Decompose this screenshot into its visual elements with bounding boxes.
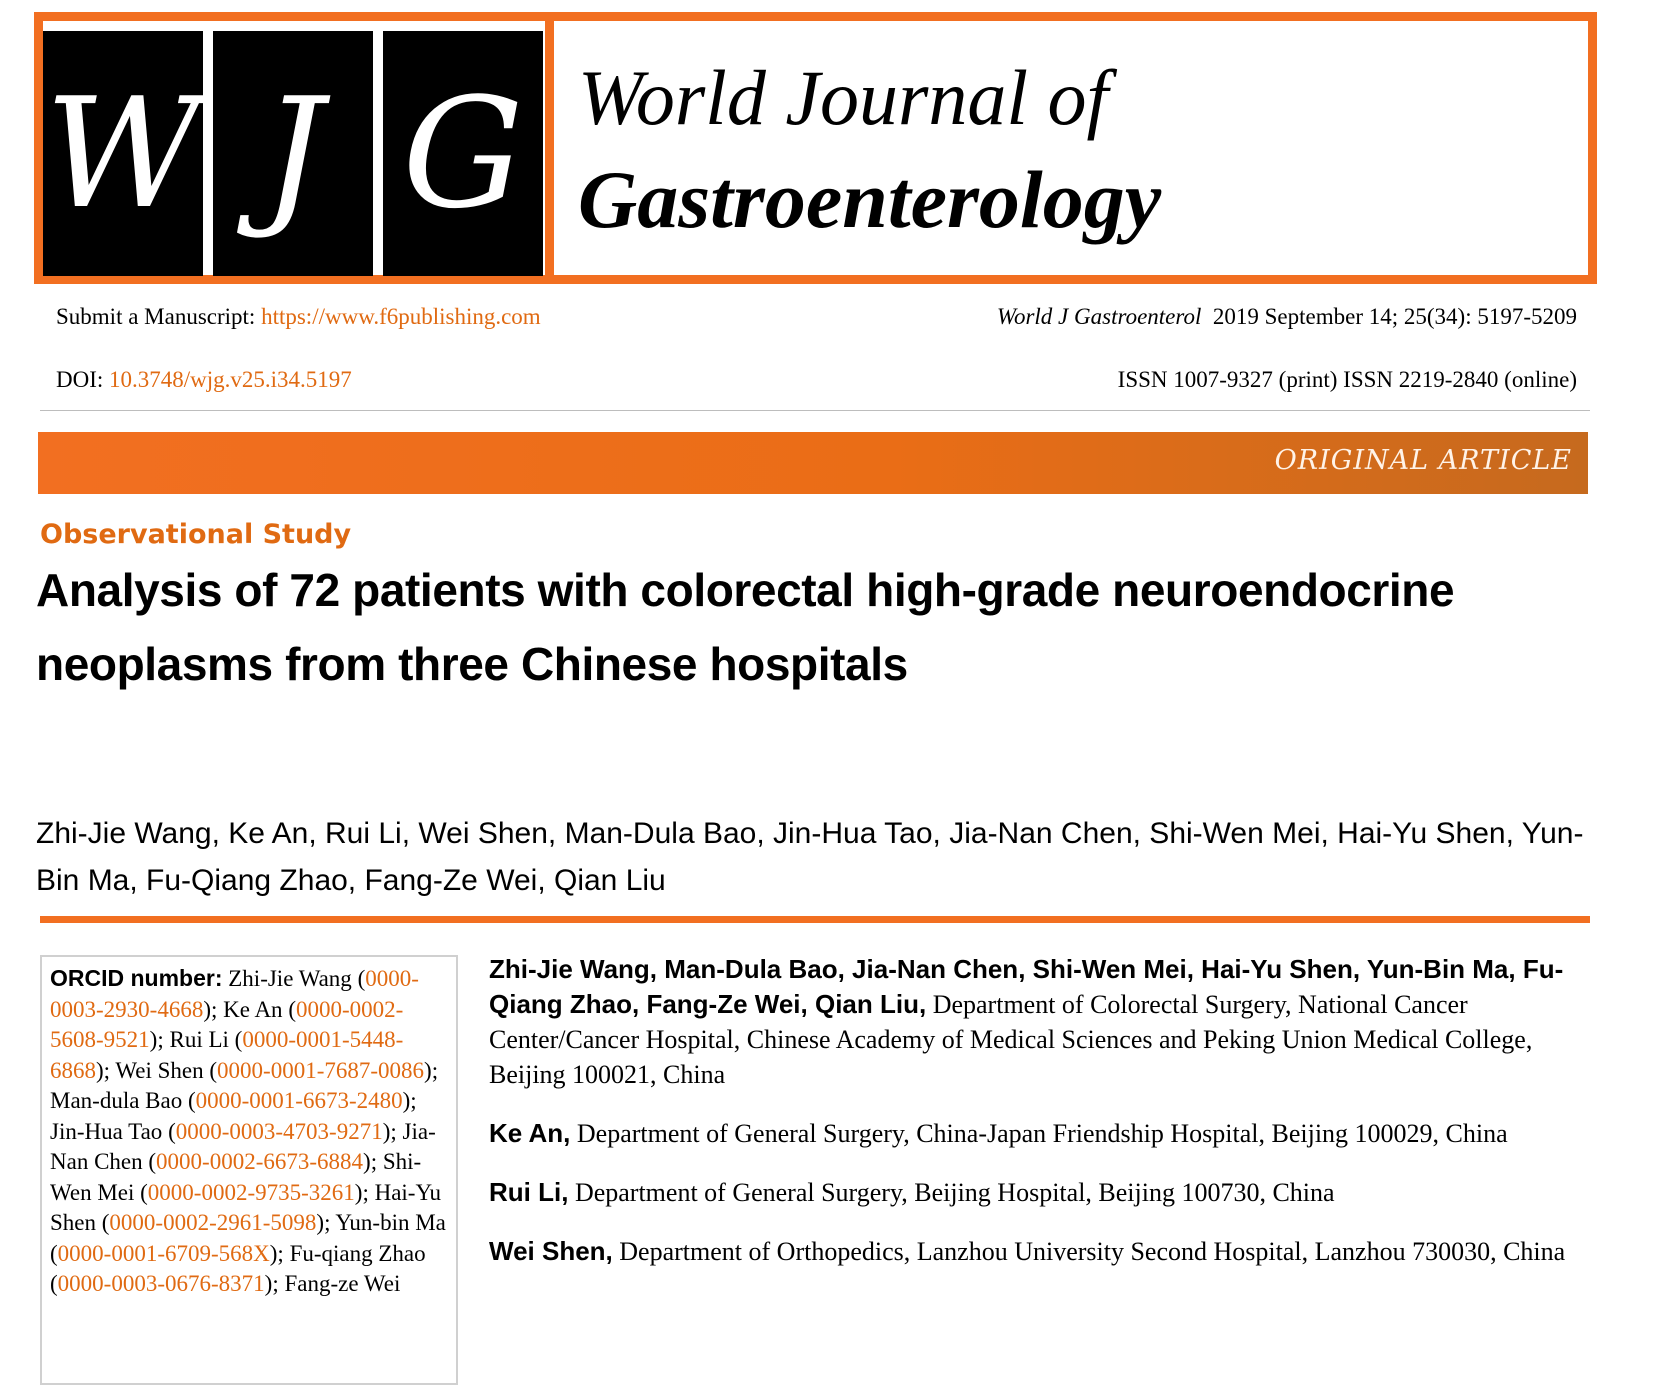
orcid-id-link[interactable]: 0000-0002-2961-5098 xyxy=(109,1210,317,1235)
orcid-entry: Hai-Yu Shen (0000-0002-2961-5098); xyxy=(50,1179,442,1235)
orcid-id-link[interactable]: 0000-0002-9735-3261 xyxy=(147,1179,355,1205)
orcid-entry: Rui Li (0000-0001-5448-6868); xyxy=(50,1027,404,1083)
orcid-box xyxy=(40,955,458,1385)
affiliation-authors: Wei Shen, xyxy=(489,1236,613,1266)
orcid-entry: Zhi-Jie Wang (0000-0003-2930-4668); xyxy=(50,966,419,1022)
article-category: Observational Study xyxy=(40,519,352,550)
orcid-author-name: Rui Li xyxy=(169,1027,229,1052)
orcid-author-name: Wei Shen xyxy=(115,1057,204,1083)
journal-title-line2: Gastroenterology xyxy=(578,154,1162,245)
doi-link[interactable]: 10.3748/wjg.v25.i34.5197 xyxy=(109,367,352,392)
logo-letter-j: J xyxy=(213,31,373,276)
affiliation-authors: Rui Li, xyxy=(489,1177,569,1207)
article-type-banner xyxy=(38,432,1588,494)
orcid-list xyxy=(50,966,446,1296)
orcid-author-name: Ke An xyxy=(223,996,283,1022)
orcid-id-link[interactable]: 0000-0001-6673-2480 xyxy=(195,1088,403,1113)
orcid-id-link[interactable]: 0000-0001-6709-568X xyxy=(57,1240,270,1266)
submit-label: Submit a Manuscript: xyxy=(56,304,256,329)
journal-masthead xyxy=(34,12,1597,284)
orcid-id-link[interactable]: 0000-0003-2930-4668 xyxy=(50,966,419,1022)
orcid-author-name: Man-dula Bao xyxy=(50,1088,183,1113)
orcid-entry: Jin-Hua Tao (0000-0003-4703-9271); xyxy=(50,1118,397,1144)
affiliation-authors: Zhi-Jie Wang, Man-Dula Bao, Jia-Nan Chen, Shi-Wen Mei, Hai-Yu Shen, Yun-Bin Ma, Fu-Qiang Zhao, Fang-Ze Wei, Qian Liu, xyxy=(489,954,1564,1019)
orcid-author-name: Jin-Hua Tao xyxy=(50,1118,163,1144)
journal-abbrev: World J Gastroenterol xyxy=(996,304,1202,329)
orcid-entry: Wei Shen (0000-0001-7687-0086); xyxy=(115,1057,439,1083)
citation xyxy=(997,305,1577,328)
orcid-id-link[interactable]: 0000-0001-5448-6868 xyxy=(50,1027,404,1083)
header-rule xyxy=(40,410,1590,411)
orcid-id-link[interactable]: 0000-0003-0676-8371 xyxy=(57,1271,265,1296)
doi-label: DOI: xyxy=(56,367,104,392)
orcid-entry xyxy=(279,1271,401,1296)
affiliation-text: Department of General Surgery, Beijing Hospital, Beijing 100730, China xyxy=(568,1178,1335,1207)
masthead-divider xyxy=(545,21,554,275)
orcid-author-name: Shi-Wen Mei xyxy=(50,1149,422,1205)
orcid-entry: Ke An (0000-0002-5608-9521); xyxy=(50,996,404,1052)
journal-title-line1: World Journal of xyxy=(578,54,1109,141)
orcid-id-link[interactable]: 0000-0003-4703-9271 xyxy=(175,1118,383,1144)
orcid-id-link[interactable]: 0000-0002-5608-9521 xyxy=(50,996,404,1052)
affiliation-paragraph xyxy=(489,1116,1594,1151)
orcid-entry: Jia-Nan Chen (0000-0002-6673-6884); xyxy=(50,1118,436,1174)
orcid-id-link[interactable]: 0000-0002-6673-6884 xyxy=(156,1149,364,1174)
logo-letter-g: G xyxy=(383,31,543,276)
citation-details: 2019 September 14; 25(34): 5197-5209 xyxy=(1212,304,1577,329)
article-type-label: ORIGINAL ARTICLE xyxy=(1274,445,1572,476)
orcid-entry: Yun-bin Ma (0000-0001-6709-568X); xyxy=(50,1210,446,1266)
submit-link[interactable]: https://www.f6publishing.com xyxy=(261,304,541,329)
logo-letter-w: W xyxy=(43,31,203,276)
orcid-author-name: Fang-ze Wei xyxy=(284,1271,401,1296)
affiliation-text: Department of Orthopedics, Lanzhou University Second Hospital, Lanzhou 730030, China xyxy=(612,1237,1566,1266)
article-title: Analysis of 72 patients with colorectal high-grade neuroendocrine neoplasms from three Chinese hospitals xyxy=(36,564,1455,690)
orcid-author-name: Yun-bin Ma xyxy=(335,1210,446,1235)
affiliation-authors: Ke An, xyxy=(489,1118,571,1148)
issn: ISSN 1007-9327 (print) ISSN 2219-2840 (online) xyxy=(1117,367,1577,392)
orcid-author-name: Hai-Yu Shen xyxy=(50,1179,442,1235)
doi-line xyxy=(56,368,352,391)
affiliation-paragraph xyxy=(489,952,1594,1092)
affiliation-paragraph xyxy=(489,1175,1594,1210)
author-list: Zhi-Jie Wang, Ke An, Rui Li, Wei Shen, Man-Dula Bao, Jin-Hua Tao, Jia-Nan Chen, Shi-Wen Mei, Hai-Yu Shen, Yun-Bin Ma, Fu-Qiang Zhao, Fang-Ze Wei, Qian Liu xyxy=(36,817,1584,897)
affiliations xyxy=(489,952,1594,1293)
orcid-entry: Man-dula Bao (0000-0001-6673-2480); xyxy=(50,1088,417,1113)
orcid-author-name: Zhi-Jie Wang xyxy=(228,966,352,991)
affiliation-paragraph xyxy=(489,1234,1594,1269)
orcid-author-name: Jia-Nan Chen xyxy=(50,1118,436,1174)
orcid-entry: Fu-qiang Zhao (0000-0003-0676-8371); xyxy=(50,1240,426,1296)
affiliation-text: Department of Colorectal Surgery, National Cancer Center/Cancer Hospital, Chinese Academy of Medical Sciences and Peking Union Medical College, Beijing 100021, China xyxy=(489,990,1533,1089)
orcid-entry: Shi-Wen Mei (0000-0002-9735-3261); xyxy=(50,1149,422,1205)
submit-manuscript xyxy=(56,305,541,328)
orcid-author-name: Fu-qiang Zhao xyxy=(289,1240,426,1266)
orcid-id-link[interactable]: 0000-0001-7687-0086 xyxy=(217,1057,425,1083)
section-rule xyxy=(40,916,1590,923)
affiliation-text: Department of General Surgery, China-Japan Friendship Hospital, Beijing 100029, China xyxy=(570,1119,1508,1148)
orcid-label: ORCID number: xyxy=(50,965,223,991)
